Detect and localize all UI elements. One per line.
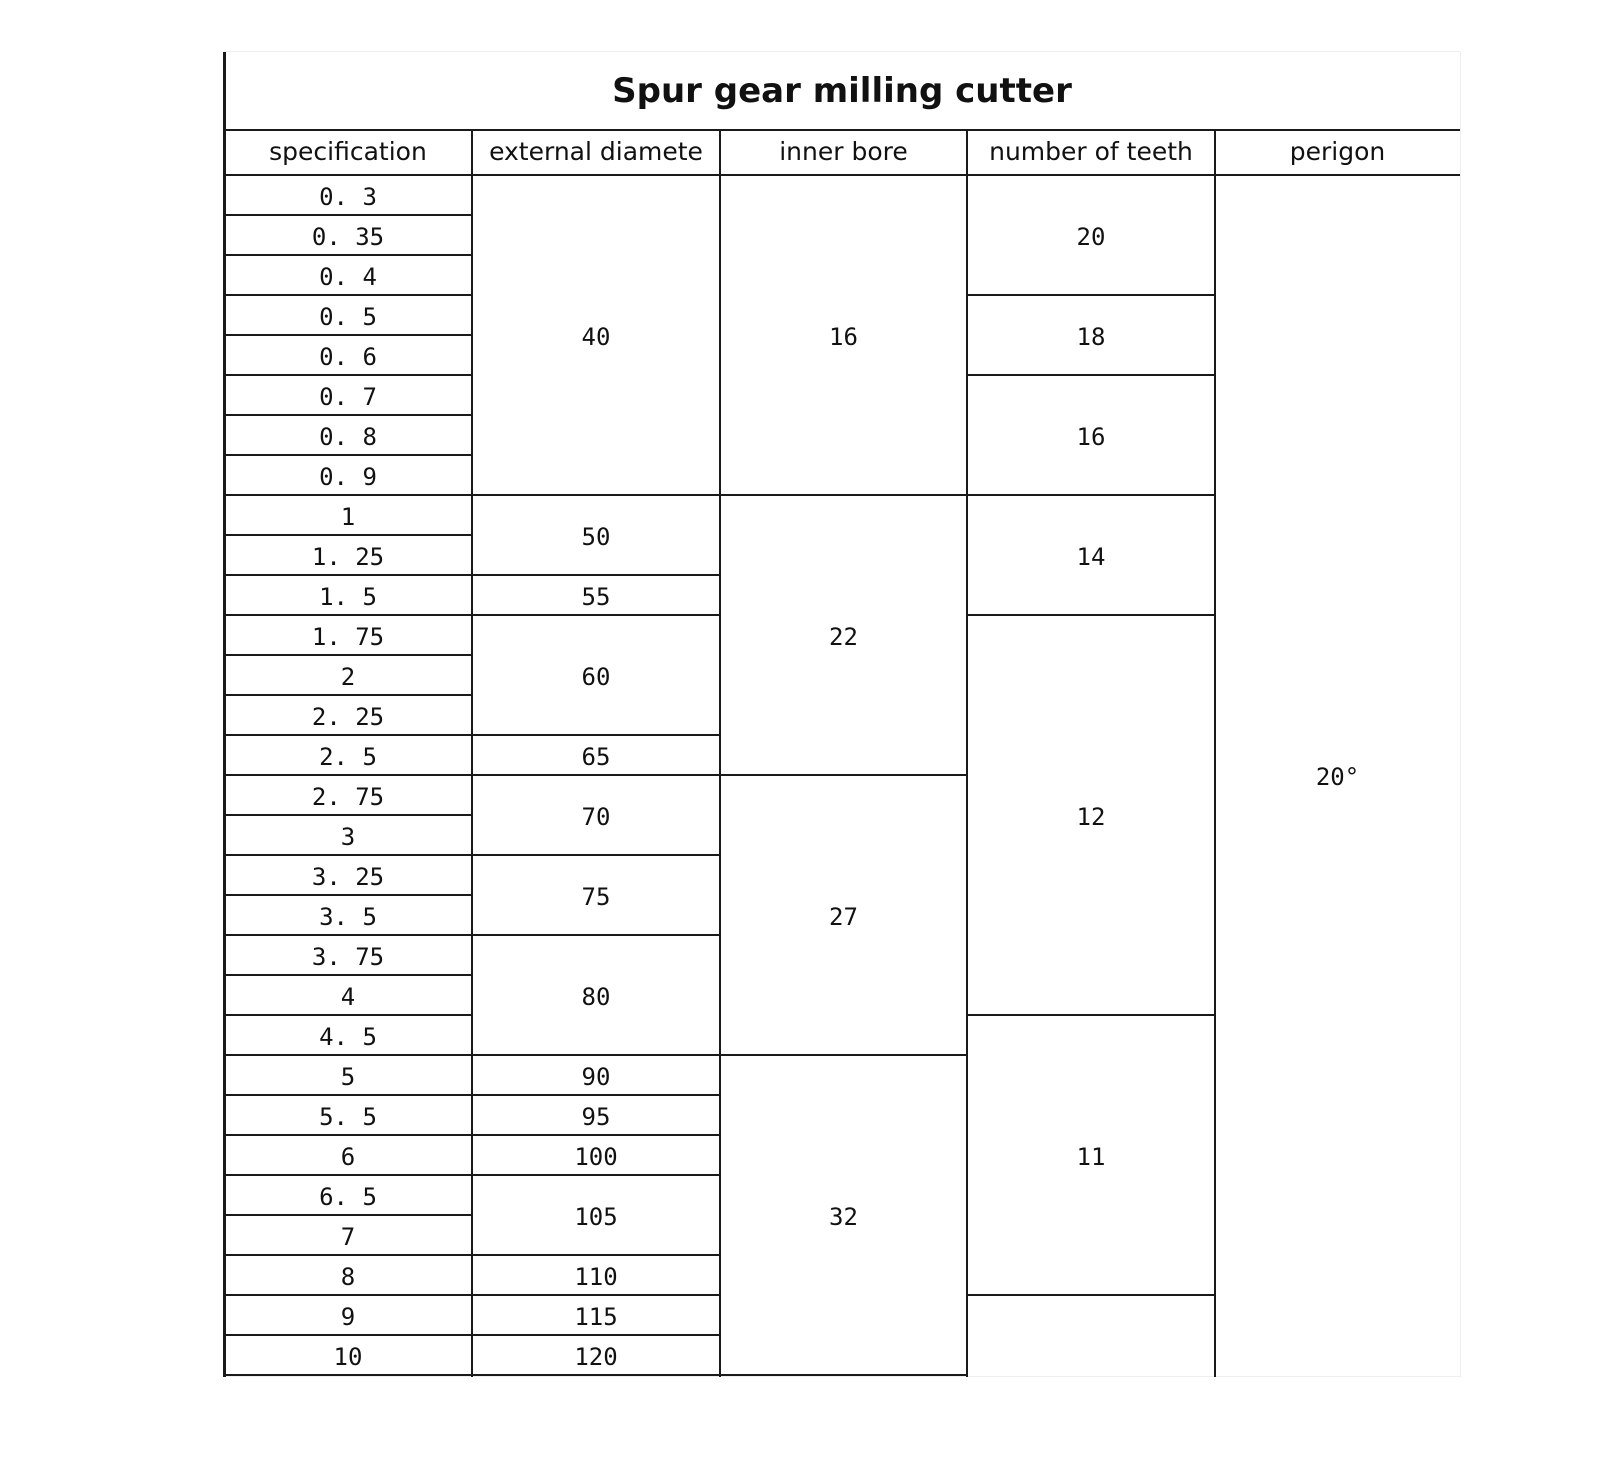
grid-line bbox=[224, 254, 472, 256]
spec-cell: 9 bbox=[340, 1303, 356, 1331]
external-diameter-cell: 110 bbox=[574, 1263, 618, 1291]
grid-line bbox=[967, 494, 1215, 496]
grid-line bbox=[472, 934, 720, 936]
grid-line bbox=[472, 1334, 720, 1336]
grid-line bbox=[472, 494, 720, 496]
spec-cell: 1 bbox=[340, 503, 356, 531]
grid-line bbox=[224, 174, 1460, 176]
teeth-cell bbox=[967, 1298, 1215, 1376]
grid-line bbox=[720, 494, 967, 496]
perigon-cell: 20° bbox=[1315, 763, 1360, 791]
grid-line bbox=[224, 574, 472, 576]
grid-line bbox=[720, 1054, 967, 1056]
spec-cell: 4. 5 bbox=[319, 1023, 377, 1051]
grid-line bbox=[224, 974, 472, 976]
external-diameter-cell: 115 bbox=[574, 1303, 618, 1331]
grid-line bbox=[472, 614, 720, 616]
grid-line bbox=[224, 614, 472, 616]
spec-cell: 6 bbox=[340, 1143, 356, 1171]
column-header: number of teeth bbox=[989, 137, 1193, 166]
inner-bore-cell: 22 bbox=[829, 623, 858, 651]
grid-line bbox=[472, 1174, 720, 1176]
grid-line bbox=[224, 1054, 472, 1056]
teeth-cell: 11 bbox=[1076, 1143, 1106, 1171]
spec-cell: 2. 75 bbox=[311, 783, 385, 811]
external-diameter-cell: 70 bbox=[581, 803, 611, 831]
grid-line bbox=[720, 1374, 967, 1376]
grid-line bbox=[224, 294, 472, 296]
grid-line bbox=[224, 1254, 472, 1256]
spec-cell: 7 bbox=[340, 1223, 356, 1251]
spec-cell: 0. 35 bbox=[311, 223, 385, 251]
grid-line bbox=[967, 294, 1215, 296]
grid-line bbox=[224, 1214, 472, 1216]
spec-cell: 0. 7 bbox=[319, 383, 377, 411]
grid-line bbox=[224, 454, 472, 456]
spec-cell: 3. 75 bbox=[311, 943, 385, 971]
spec-cell: 1. 25 bbox=[311, 543, 385, 571]
grid-line bbox=[224, 1014, 472, 1016]
grid-line bbox=[224, 1294, 472, 1296]
grid-line bbox=[472, 1094, 720, 1096]
teeth-cell: 14 bbox=[1076, 543, 1106, 571]
external-diameter-cell: 50 bbox=[581, 523, 611, 551]
spec-cell: 4 bbox=[340, 983, 356, 1011]
spec-cell: 10 bbox=[333, 1343, 363, 1371]
grid-line bbox=[224, 494, 472, 496]
grid-line bbox=[1460, 52, 1461, 1377]
grid-line bbox=[472, 1374, 720, 1376]
grid-line bbox=[472, 1134, 720, 1136]
grid-line bbox=[967, 614, 1215, 616]
grid-line bbox=[967, 1294, 1215, 1296]
grid-line bbox=[224, 374, 472, 376]
inner-bore-cell: 16 bbox=[829, 323, 858, 351]
grid-line bbox=[472, 854, 720, 856]
grid-line bbox=[224, 1174, 472, 1176]
grid-line bbox=[472, 1054, 720, 1056]
spec-cell: 3 bbox=[340, 823, 356, 851]
table-title: Spur gear milling cutter bbox=[612, 71, 1072, 111]
grid-line bbox=[224, 214, 472, 216]
grid-line bbox=[224, 814, 472, 816]
grid-line bbox=[224, 734, 472, 736]
spec-cell: 3. 25 bbox=[311, 863, 385, 891]
external-diameter-cell: 105 bbox=[574, 1203, 618, 1231]
spec-cell: 5 bbox=[340, 1063, 356, 1091]
grid-line bbox=[224, 334, 472, 336]
grid-line bbox=[224, 1334, 472, 1336]
spec-cell: 2. 25 bbox=[311, 703, 385, 731]
grid-line bbox=[224, 1376, 1460, 1377]
teeth-cell: 20 bbox=[1076, 223, 1106, 251]
grid-line bbox=[472, 1254, 720, 1256]
spec-cell: 0. 4 bbox=[319, 263, 377, 291]
spec-cell: 0. 3 bbox=[319, 183, 377, 211]
external-diameter-cell: 40 bbox=[581, 323, 611, 351]
grid-line bbox=[224, 1134, 472, 1136]
external-diameter-cell: 90 bbox=[581, 1063, 611, 1091]
grid-line bbox=[472, 1294, 720, 1296]
grid-line bbox=[224, 414, 472, 416]
grid-line bbox=[967, 1014, 1215, 1016]
spec-cell: 2 bbox=[340, 663, 356, 691]
spec-cell: 5. 5 bbox=[319, 1103, 377, 1131]
teeth-cell: 16 bbox=[1076, 423, 1106, 451]
inner-bore-cell: 27 bbox=[829, 903, 858, 931]
external-diameter-cell: 65 bbox=[581, 743, 611, 771]
grid-line bbox=[472, 734, 720, 736]
grid-line bbox=[224, 894, 472, 896]
external-diameter-cell: 120 bbox=[574, 1343, 618, 1371]
grid-line bbox=[967, 374, 1215, 376]
spec-cell: 0. 8 bbox=[319, 423, 377, 451]
external-diameter-cell: 95 bbox=[581, 1103, 611, 1131]
spec-cell: 0. 9 bbox=[319, 463, 377, 491]
spec-cell: 8 bbox=[340, 1263, 356, 1291]
grid-line bbox=[224, 854, 472, 856]
column-header: inner bore bbox=[779, 137, 908, 166]
external-diameter-cell: 100 bbox=[574, 1143, 618, 1171]
spec-cell: 0. 5 bbox=[319, 303, 377, 331]
spec-cell: 6. 5 bbox=[319, 1183, 377, 1211]
spec-cell: 3. 5 bbox=[319, 903, 377, 931]
column-header: specification bbox=[269, 137, 427, 166]
external-diameter-cell: 60 bbox=[581, 663, 611, 691]
grid-line bbox=[224, 1374, 472, 1376]
grid-line bbox=[224, 654, 472, 656]
grid-line bbox=[472, 774, 720, 776]
spec-cell: 1. 75 bbox=[311, 623, 385, 651]
inner-bore-cell: 32 bbox=[829, 1203, 858, 1231]
spec-cell: 1. 5 bbox=[319, 583, 377, 611]
teeth-cell: 18 bbox=[1076, 323, 1106, 351]
external-diameter-cell: 75 bbox=[581, 883, 611, 911]
grid-line bbox=[472, 574, 720, 576]
column-header: external diamete bbox=[489, 137, 703, 166]
grid-line bbox=[224, 694, 472, 696]
external-diameter-cell: 80 bbox=[581, 983, 611, 1011]
spec-cell: 0. 6 bbox=[319, 343, 377, 371]
teeth-cell: 12 bbox=[1076, 803, 1106, 831]
grid-line bbox=[720, 774, 967, 776]
grid-line bbox=[224, 534, 472, 536]
grid-line bbox=[224, 934, 472, 936]
spec-cell: 2. 5 bbox=[319, 743, 377, 771]
external-diameter-cell: 55 bbox=[581, 583, 611, 611]
grid-line bbox=[224, 1094, 472, 1096]
grid-line bbox=[224, 774, 472, 776]
column-header: perigon bbox=[1289, 137, 1386, 166]
